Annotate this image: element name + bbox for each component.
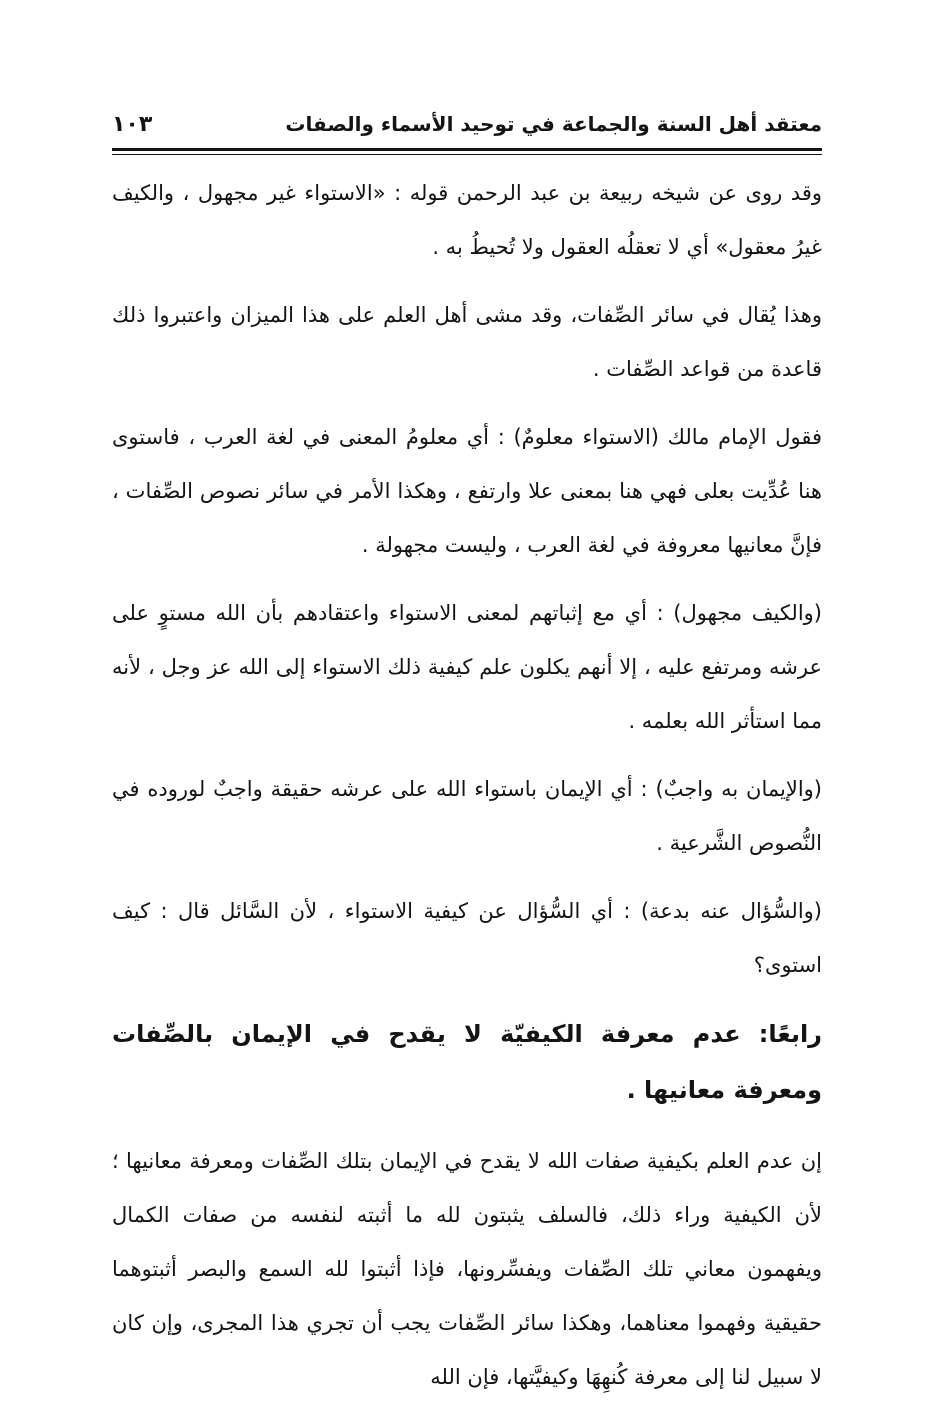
running-title: معتقد أهل السنة والجماعة في توحيد الأسماء والصفات — [285, 112, 822, 136]
paragraph-rabia-quote: وقد روى عن شيخه ربيعة بن عبد الرحمن قوله : «الاستواء غير مجهول ، والكيف غيرُ معقول» أي لا تعقلُه العقول ولا تُحيطُ به . — [112, 181, 822, 259]
page-header — [112, 112, 822, 144]
paragraph-iman-wajib: (والإيمان به واجبٌ) : أي الإيمان باستواء الله على عرشه حقيقة واجبٌ لوروده في النُّصوص الشَّرعية . — [112, 777, 822, 855]
paragraph-kayf-unknown: (والكيف مجهول) : أي مع إثباتهم لمعنى الاستواء واعتقادهم بأن الله مستوٍ على عرشه ومرتفع عليه ، إلا أنهم يكلون علم كيفية ذلك الاستواء إلى الله عز وجل ، لأنه مما استأثر الله بعلمه . — [112, 601, 822, 733]
paragraph-sual-bidah: (والسُّؤال عنه بدعة) : أي السُّؤال عن كيفية الاستواء ، لأن السَّائل قال : كيف استوى؟ — [112, 899, 822, 977]
page-number: ١٠٣ — [112, 112, 153, 137]
header-rule-thick — [112, 148, 822, 151]
paragraph-rule-of-attributes: وهذا يُقال في سائر الصِّفات، وقد مشى أهل العلم على هذا الميزان واعتبروا ذلك قاعدة من قواعد الصِّفات . — [112, 303, 822, 381]
header-rule-thin — [112, 154, 822, 155]
paragraph-istiwa-known: فقول الإمام مالك (الاستواء معلومٌ) : أي معلومُ المعنى في لغة العرب ، فاستوى هنا عُدِّيت بعلى فهي هنا بمعنى علا وارتفع ، وهكذا الأمر في سائر نصوص الصِّفات ، فإنَّ معانيها معروفة في لغة العرب ، وليست مجهولة . — [112, 425, 822, 557]
paragraph-final: إن عدم العلم بكيفية صفات الله لا يقدح في الإيمان بتلك الصِّفات ومعرفة معانيها ؛ لأن الكيفية وراء ذلك، فالسلف يثبتون لله ما أثبته لنفسه من صفات الكمال ويفهمون معاني تلك الصِّفات ويفسِّرونها، فإذا أثبتوا لله السمع والبصر أثبتوهما حقيقية وفهموا معناهما، وهكذا سائر الصِّفات يجب أن تجري هذا المجرى، وإن كان لا سبيل لنا إلى معرفة كُنهِهَا وكيفيَّتها، فإن الله — [112, 1149, 822, 1389]
section-heading: رابعًا: عدم معرفة الكيفيّة لا يقدح في الإيمان بالصِّفات ومعرفة معانيها . — [112, 1020, 822, 1104]
body-text — [112, 166, 822, 1418]
